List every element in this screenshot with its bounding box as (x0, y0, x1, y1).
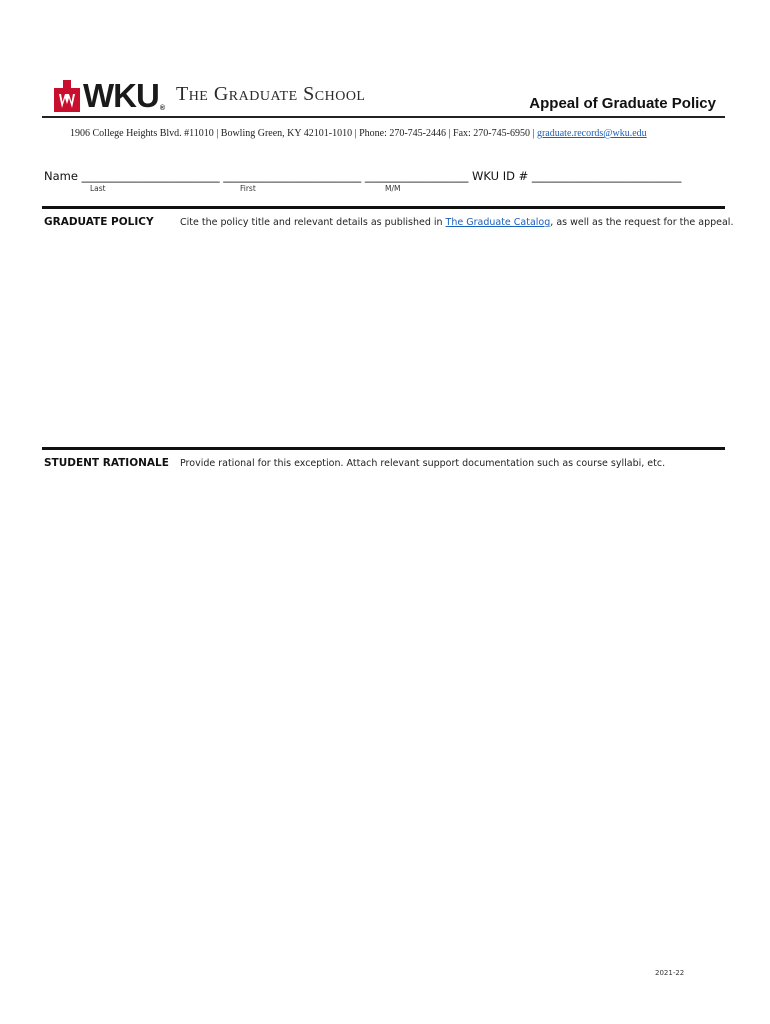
header-divider (42, 116, 725, 118)
contact-address (70, 128, 647, 139)
first-name-label: First (240, 184, 256, 193)
graduate-policy-heading: GRADUATE POLICY (44, 216, 154, 228)
graduate-policy-instructions (180, 217, 733, 228)
student-rationale-heading: STUDENT RATIONALE (44, 457, 169, 469)
graduate-school-name: The Graduate School (175, 83, 366, 105)
graduate-policy-text-after: , as well as the request for the appeal. (550, 217, 734, 228)
wku-logo (54, 72, 365, 112)
student-rationale-divider (42, 447, 725, 450)
graduate-catalog-link[interactable]: The Graduate Catalog (445, 217, 551, 228)
student-rationale-instructions: Provide rational for this exception. Attach relevant support documentation such as course syllabi, etc. (180, 458, 666, 469)
wku-cupola-icon (54, 80, 80, 112)
last-name-label: Last (90, 184, 106, 193)
student-rationale-response-area[interactable] (42, 478, 725, 958)
middle-initial-label: M/M (385, 184, 401, 193)
address-text: 1906 College Heights Blvd. #11010 | Bowling Green, KY 42101-1010 | Phone: 270-745-2446 | Fax: 270-745-6950 | (70, 128, 537, 139)
graduate-policy-text-before: Cite the policy title and relevant details as published in (180, 217, 446, 228)
name-field-row[interactable]: Name ________________________ ________________________ __________________ WKU ID # __________________________ (44, 169, 682, 183)
wku-wordmark: WKU® (83, 77, 164, 114)
graduate-policy-divider (42, 206, 725, 209)
graduate-policy-response-area[interactable] (42, 236, 725, 442)
form-title: Appeal of Graduate Policy (529, 95, 716, 112)
form-year: 2021-22 (655, 969, 685, 977)
email-link[interactable]: graduate.records@wku.edu (536, 128, 647, 139)
